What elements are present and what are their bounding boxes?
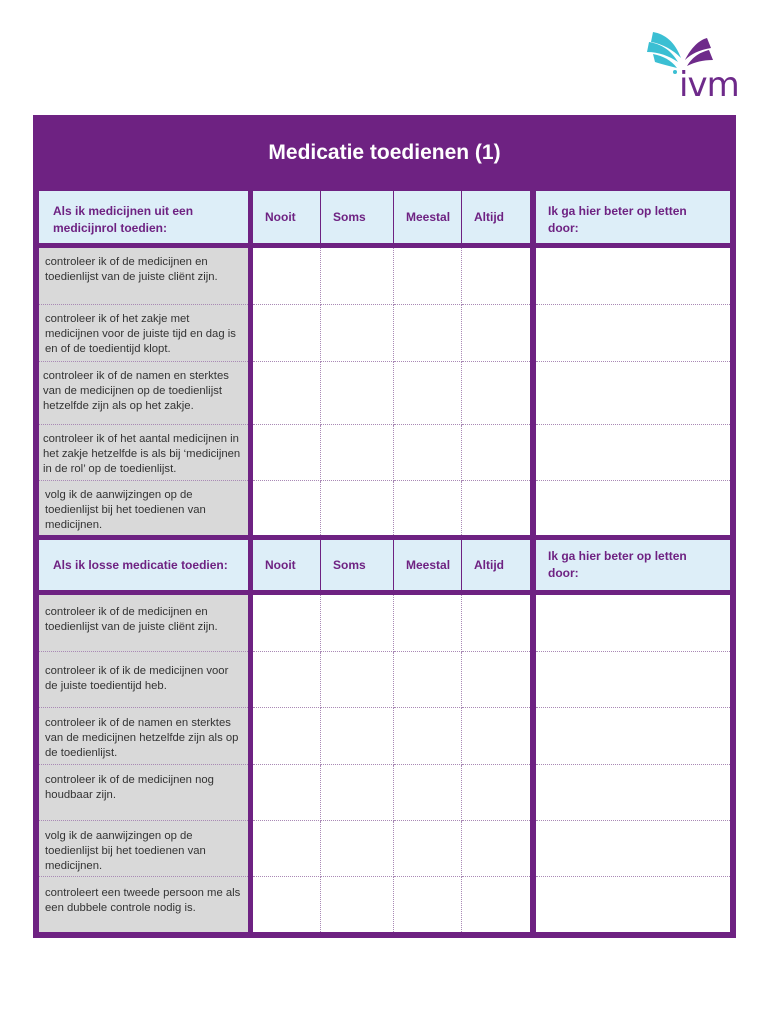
answer-cell-meestal[interactable]: [394, 821, 462, 877]
answer-cell-nooit[interactable]: [253, 481, 321, 535]
answer-cell-altijd[interactable]: [462, 821, 530, 877]
section1-question: controleer ik of het aantal medicijnen in het zakje hetzelfde is als bij ‘medicijnen in de rol’ op de toedienlijst.: [39, 425, 248, 481]
section1-note-header: Ik ga hier beter op letten door:: [536, 191, 730, 243]
ivm-logo: [645, 28, 740, 105]
note-cell[interactable]: [536, 877, 730, 932]
answer-cell-meestal[interactable]: [394, 877, 462, 932]
note-cell[interactable]: [536, 481, 730, 535]
answer-cell-meestal[interactable]: [394, 305, 462, 362]
answer-cell-meestal[interactable]: [394, 362, 462, 425]
section2-question: controleer ik of de medicijnen nog houdbaar zijn.: [39, 765, 248, 821]
answer-cell-altijd[interactable]: [462, 652, 530, 708]
section2-col-altijd: Altijd: [462, 540, 530, 590]
answer-cell-soms[interactable]: [321, 248, 394, 305]
note-cell[interactable]: [536, 821, 730, 877]
answer-cell-meestal[interactable]: [394, 765, 462, 821]
answer-cell-nooit[interactable]: [253, 425, 321, 481]
note-cell[interactable]: [536, 248, 730, 305]
answer-cell-meestal[interactable]: [394, 481, 462, 535]
note-cell[interactable]: [536, 652, 730, 708]
answer-cell-meestal[interactable]: [394, 652, 462, 708]
section2-col-meestal: Meestal: [394, 540, 461, 590]
section1-question: volg ik de aanwijzingen op de toedienlijst bij het toedienen van medicijnen.: [39, 481, 248, 535]
section2-note-header: Ik ga hier beter op letten door:: [536, 540, 730, 590]
answer-cell-soms[interactable]: [321, 821, 394, 877]
section1-col-nooit: Nooit: [253, 191, 320, 243]
section1-col-soms: Soms: [321, 191, 393, 243]
answer-cell-nooit[interactable]: [253, 821, 321, 877]
answer-cell-nooit[interactable]: [253, 708, 321, 765]
section2-question: controleert een tweede persoon me als een dubbele controle nodig is.: [39, 877, 248, 932]
logo-text: ivm: [679, 65, 739, 105]
answer-cell-soms[interactable]: [321, 595, 394, 652]
section1-question: controleer ik of de namen en sterktes van de medicijnen op de toedienlijst hetzelfde zijn als op het zakje.: [39, 362, 248, 425]
answer-cell-altijd[interactable]: [462, 305, 530, 362]
section2-col-nooit: Nooit: [253, 540, 320, 590]
note-cell[interactable]: [536, 305, 730, 362]
section2-question: controleer ik of de namen en sterktes van de medicijnen hetzelfde zijn als op de toedienlijst.: [39, 708, 248, 765]
note-cell[interactable]: [536, 425, 730, 481]
answer-cell-soms[interactable]: [321, 481, 394, 535]
answer-cell-altijd[interactable]: [462, 877, 530, 932]
note-cell[interactable]: [536, 765, 730, 821]
answer-cell-altijd[interactable]: [462, 708, 530, 765]
note-cell[interactable]: [536, 708, 730, 765]
answer-cell-soms[interactable]: [321, 652, 394, 708]
answer-cell-meestal[interactable]: [394, 425, 462, 481]
section2-question: volg ik de aanwijzingen op de toedienlijst bij het toedienen van medicijnen.: [39, 821, 248, 877]
section2-col-soms: Soms: [321, 540, 393, 590]
answer-cell-soms[interactable]: [321, 765, 394, 821]
note-cell[interactable]: [536, 362, 730, 425]
section2-header: Als ik losse medicatie toedien:: [39, 540, 248, 590]
section1-question: controleer ik of het zakje met medicijnen voor de juiste tijd en dag is en of de toedientijd klopt.: [39, 305, 248, 362]
note-cell[interactable]: [536, 595, 730, 652]
answer-cell-nooit[interactable]: [253, 765, 321, 821]
section1-question: controleer ik of de medicijnen en toedienlijst van de juiste cliënt zijn.: [39, 248, 248, 305]
section2-question: controleer ik of ik de medicijnen voor de juiste toedientijd heb.: [39, 652, 248, 708]
answer-cell-nooit[interactable]: [253, 248, 321, 305]
answer-cell-altijd[interactable]: [462, 425, 530, 481]
section2-question: controleer ik of de medicijnen en toedienlijst van de juiste cliënt zijn.: [39, 595, 248, 652]
section1-col-altijd: Altijd: [462, 191, 530, 243]
answer-cell-altijd[interactable]: [462, 362, 530, 425]
answer-cell-meestal[interactable]: [394, 595, 462, 652]
answer-cell-altijd[interactable]: [462, 481, 530, 535]
answer-cell-altijd[interactable]: [462, 765, 530, 821]
answer-cell-soms[interactable]: [321, 877, 394, 932]
section1-header: Als ik medicijnen uit een medicijnrol toedien:: [39, 191, 248, 243]
answer-cell-nooit[interactable]: [253, 877, 321, 932]
answer-cell-altijd[interactable]: [462, 595, 530, 652]
page-title: Medicatie toedienen (1): [268, 141, 501, 164]
answer-cell-soms[interactable]: [321, 708, 394, 765]
answer-cell-nooit[interactable]: [253, 305, 321, 362]
answer-cell-altijd[interactable]: [462, 248, 530, 305]
answer-cell-nooit[interactable]: [253, 652, 321, 708]
answer-cell-soms[interactable]: [321, 425, 394, 481]
answer-cell-nooit[interactable]: [253, 362, 321, 425]
medication-checklist: [33, 115, 736, 938]
answer-cell-soms[interactable]: [321, 362, 394, 425]
answer-cell-meestal[interactable]: [394, 248, 462, 305]
answer-cell-nooit[interactable]: [253, 595, 321, 652]
section1-col-meestal: Meestal: [394, 191, 461, 243]
answer-cell-soms[interactable]: [321, 305, 394, 362]
answer-cell-meestal[interactable]: [394, 708, 462, 765]
